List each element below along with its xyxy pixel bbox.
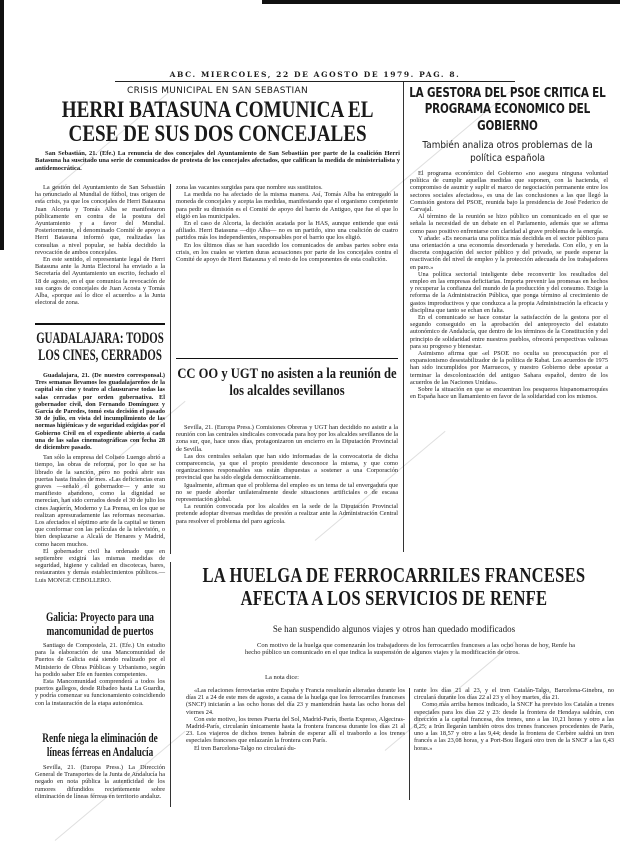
paragraph: Sevilla, 21. (Europa Press.) La Dirección General de Transportes de la Junta de Andalucía ha negado en nota pública la autenticidad de los rumores difundidos recientemente sobre eliminación de líneas férreas en territorio andaluz. bbox=[35, 764, 165, 800]
paragraph: Igualmente, afirman que el problema del empleo es un tema de tal envergadura que no se puede abordar unilateralmente desde situaciones artificiales o de escasa representación global. bbox=[176, 481, 398, 504]
paragraph: «Las relaciones ferroviarias entre España y Francia resultarán alteradas durante los días 21 a 24 de este mes de agosto, a causa de la huelga que los ferrocarriles franceses (SNCF) iniciarán a las ocho horas del día 23 y mantendrán hasta las ocho horas del viernes 24. bbox=[186, 687, 405, 716]
psoe-subtitle: También analiza otros problemas de la política española bbox=[422, 140, 593, 164]
paragraph: rante los días 21 al 23, y el tren Catalán-Talgo, Barcelona-Ginebra, no circulará durante los días 22 al 23 y el hoy martes, día 21. bbox=[414, 687, 614, 702]
paragraph: Como más arriba hemos indicado, la SNCF ha previsto los Catalán a trenes especiales para los días 22 y 23: desde la frontera de Hendaya saldrán, con dirección a la capital francesa, dos trenes, uno a las 10,21 horas y otro a las 8,25; a Irún llegarán también otros dos trenes franceses procedentes de París, uno a las 18,57 y otro a las 9,44; desde la frontera de Cerbère saldrá un tren francés a las 23,08 horas, y a Port-Bou llegará otro tren de la SNCF a las 6,43 horas.» bbox=[414, 701, 614, 752]
huelga-note-intro: La nota dice: bbox=[265, 674, 299, 681]
column-divider bbox=[403, 82, 404, 552]
paragraph: La gestión del Ayuntamiento de San Sebastián ha renunciado al Mundial de fútbol, tras origen de esta crisis, ya que los concejales de Herri Batasuna Juan Alcorta y Tomás Alba se manifestaron públicamente en contra de la postura del Ayuntamiento y a favor del Mundial. Posteriormente, el denominado Comité de apoyo a Herri Batasuna informó que, realizadas las consultas a nivel popular, se había decidido la revocación de ambos concejales. bbox=[35, 184, 165, 256]
main-headline: HERRI BATASUNA COMUNICA EL CESE DE SUS DOS CONCEJALES bbox=[61, 97, 374, 147]
guadalajara-headline: GUADALAJARA: TODOS LOS CINES, CERRADOS bbox=[36, 330, 164, 364]
huelga-lede: Con motivo de la huelga que comenzarán los trabajadores de los ferrocarriles franceses a las ocho horas de hoy, Renfe ha hecho público un comunicado en el que indica la suspensión de algunos viajes y la modificación de otros. bbox=[245, 642, 575, 657]
guadalajara-body bbox=[35, 372, 165, 584]
column-divider bbox=[170, 184, 171, 554]
ccoo-body bbox=[176, 424, 398, 525]
renfe-andalucia-body bbox=[35, 764, 165, 800]
column-divider bbox=[409, 688, 410, 800]
main-col1 bbox=[35, 184, 165, 306]
main-col2 bbox=[176, 184, 398, 263]
paragraph: En el caso de Alcorta, la decisión acatada por la HAS, aunque entiende que está afiliado. Herri Batasuna —dijo Alba— no es un partido, sino una coalición de cuatro partidos más los independientes, responsables por el barrio que los eligió. bbox=[176, 220, 398, 242]
paragraph: Esta Mancomunidad comprenderá a todos los puertos gallegos, desde Ribadeo hasta La Guardia, y podría comenzar su funcionamiento coincidiendo con la instauración de la etapa autonómica. bbox=[35, 678, 165, 707]
main-kicker: CRISIS MUNICIPAL EN SAN SEBASTIAN bbox=[127, 86, 308, 96]
paragraph: Santiago de Compostela, 21. (Efe.) Un estudio para la elaboración de una Mancomunidad de Puertos de Galicia está siendo realizado por el Ministerio de Obras Públicas y Urbanismo, según ha podido saber Efe en fuentes competentes. bbox=[35, 642, 165, 678]
paragraph: En los últimos días se han sucedido los comunicados de ambas partes sobre esta crisis, en los cuales se vierten duras acusaciones por parte de los concejales contra el Comité de apoyo de Herri Batasuna y el resto de los componentes de esta coalición. bbox=[176, 241, 398, 264]
paragraph: zona las vacantes surgidas para que nombre sus sustitutos. bbox=[176, 184, 323, 191]
scan-edge-top bbox=[262, 0, 620, 4]
galicia-headline: Galicia: Proyecto para una mancomunidad de puertos bbox=[45, 609, 154, 639]
paragraph: La reunión convocada por los alcaldes en la sede de la Diputación Provincial pretende adoptar diversas medidas de presión a realizar ante la Administración Central para resolver el problema del paro agrícola. bbox=[176, 503, 398, 525]
paragraph: En este sentido, el representante legal de Herri Batasuna ante la Junta Electoral ha enviado a la Secretaría del Ayuntamiento un escrito, fechado el 18 de agosto, en el que comunica la revocación de sus cargos de concejales de Juan Acosta y Tomás Alba, «porque así lo dice el acuerdo» a la Junta electoral de zona. bbox=[35, 256, 165, 307]
huelga-col2 bbox=[414, 687, 614, 752]
paragraph: El tren Barcelona-Talgo no circulará du- bbox=[194, 744, 296, 752]
paragraph: Las dos centrales señalan que han sido informadas de la convocatoria de dicha comparecencia, ya que el propio presidente desconoce la misma, y que como organizaciones responsables sus están dispuestas a sostener a una Corporación provincial que ha sido elegida democráticamente. bbox=[176, 452, 398, 482]
paragraph: Una política sectorial inteligente debe reconvertir los resultados del empleo en las empresas deficitarias. Importa prevenir las promesas en hechos y recuperar la confianza del mundo de la producción y del consumo. Exige la reforma de la Administración Pública, que ponga término al crecimiento de gastos improductivos y que conduzca a la propia Administración la eficacia y disciplina que tanto se echan en falta. bbox=[410, 270, 608, 314]
main-lede: San Sebastián, 21. (Efe.) La renuncia de dos concejales del Ayuntamiento de San Sebastián por parte de la coalición Herri Batasuna ha suscitado una serie de comunicados de protesta de los concejales afectados, que califican la medida de ministerialista y antidemocrática. bbox=[35, 150, 400, 172]
paragraph: Y añade: «Es necesaria una política más decidida en el sector público para una orientación a una economía desordenada y heredada. Con ello, y en la discreta conjugación del sector público y del privado, se puede esperar la reactivación del nivel de empleo y la protección adecuada de los trabajadores en paro.» bbox=[410, 234, 608, 271]
paragraph: El programa económico del Gobierno «no asegura ninguna voluntad política de cumplir aquellas medidas que suponen, con la hacienda, el compromiso de asumir y suplir el marco de negociación permanente entre los sectores sociales afectados», es una de las conclusiones a las que llegó la Comisión gestora del PSOE, reunida bajo la presidencia de José Federico de Carvajal. bbox=[410, 170, 608, 214]
paragraph: Tan sólo la empresa del Coliseo Luengo abrió a tiempo, las obras de reforma, por lo que se ha librado de la sanción, pero no podrá abrir sus puertas hasta finales de mes. «Las deficiencias eran graves —señaló el gobernador— y ante su manifiesto abandono, como la dignidad se merecían, han sido cerrados desde el 30 de julio los cines Jaquerín, Moderno y La Prensa, en los que se realizan apresuradamente las reformas necesarias. Los afectados el séptimo arte de la capital se tienen que conformar con las películas de la televisión, o bien desplazarse a Alcalá de Henares y Madrid, como hacen muchos. bbox=[35, 454, 165, 548]
renfe-andalucia-headline: Renfe niega la eliminación de líneas férreas en Andalucía bbox=[42, 731, 158, 759]
scan-edge-left bbox=[0, 0, 4, 250]
section-rule bbox=[176, 358, 398, 359]
psoe-headline: LA GESTORA DEL PSOE CRITICA EL PROGRAMA ECONOMICO DEL GOBIERNO bbox=[409, 86, 606, 134]
paragraph: Guadalajara, 21. (De nuestro corresponsal.) Tres semanas llevamos los guadalajareños de la capital sin cine y teatro al clausurarse todas las salas cerradas por orden gubernativa. El gobernador civil, don Fernando Domínguez y García de Paredes, tomó esta decisión el pasado 30 de julio, en vista del incumplimiento de las normas higiénicas y de seguridad exigidas por el Gobierno Civil en el expediente abierto a cada una de las salas cinematográficas con fecha 28 de diciembre pasado. bbox=[35, 372, 165, 452]
psoe-body bbox=[410, 170, 608, 401]
huelga-headline: LA HUELGA DE FERROCARRILES FRANCESES AFECTA A LOS SERVICIOS DE RENFE bbox=[202, 563, 586, 611]
huelga-subtitle: Se han suspendido algunos viajes y otros han quedado modificados bbox=[272, 624, 516, 634]
paragraph: Asimismo afirma que «el PSOE no oculta su preocupación por el expansionismo desestabilizador de la política de Rabat. Los acuerdos de 1975 han sido incumplidos por Marruecos, y nuestro Gobierno debe apostar a terminar la descolonización del antiguo Sahara español, dentro de los acuerdos de las Naciones Unidas». bbox=[410, 350, 608, 386]
paragraph: En el comunicado se hace constar la satisfacción de la gestora por el segundo conseguido en la aprobación del anteproyecto del estatuto autonómico de Andalucía, que dentro de los términos de la Constitución y del principio de solidaridad entre nuestros pueblos, ofrecerá perspectivas valiosas para su progreso y bienestar. bbox=[410, 314, 608, 350]
paragraph: Al término de la reunión se hizo público un comunicado en el que se señala la necesidad de un debate en el Parlamento, además que se afirma como paso positivo enfrentarse con claridad al grave problema de la energía. bbox=[410, 213, 608, 235]
ccoo-headline: CC OO y UGT no asisten a la reunión de los alcaldes sevillanos bbox=[177, 366, 397, 400]
paragraph: Sobre la situación en que se encuentran los pesqueros hispanomarroquíes en España hace un llamamiento en favor de la solidaridad con los mismos. bbox=[410, 386, 608, 401]
paragraph: La medida no ha afectado de la misma manera. Así, Tomás Alba ha entregado la moneda de concejales y acepta las medidas, manifestando que el organismo competente para pedir su dimisión es el Comité de apoyo del barrio de Antiguo, que fue el que lo eligió en las municipales. bbox=[176, 191, 398, 220]
column-divider bbox=[170, 562, 171, 807]
paragraph: Con este motivo, los trenes Puerta del Sol, Madrid-París, Iberia Expreso, Algeciras-Madrid-París, circularán únicamente hasta la frontera francesa durante los días 21 al 23. Los viajeros de dichos trenes habrán de esperar allí el trasbordo a los trenes especiales franceses que enlazarán la frontera con París. bbox=[186, 715, 405, 745]
paragraph: El gobernador civil ha ordenado que en septiembre exigirá las mismas medidas de seguridad, higiene y calidad en discotecas, bares, restaurantes y demás establecimientos públicos.—Luis MONGE CEBOLLERO. bbox=[35, 547, 165, 584]
page-masthead: ABC. MIERCOLES, 22 DE AGOSTO DE 1979. PAG. 8. bbox=[115, 70, 515, 82]
paragraph: Sevilla, 21. (Europa Press.) Comisiones Obreras y UGT han decidido no asistir a la reunión con las centrales sindicales convocada para hoy por los alcaldes sevillanos de la zona sur, que, hace unos días, protagonizaron un encierro en la Diputación Provincial de Sevilla. bbox=[176, 424, 398, 453]
huelga-col1 bbox=[186, 687, 405, 752]
section-rule bbox=[35, 323, 165, 325]
galicia-body bbox=[35, 642, 165, 707]
